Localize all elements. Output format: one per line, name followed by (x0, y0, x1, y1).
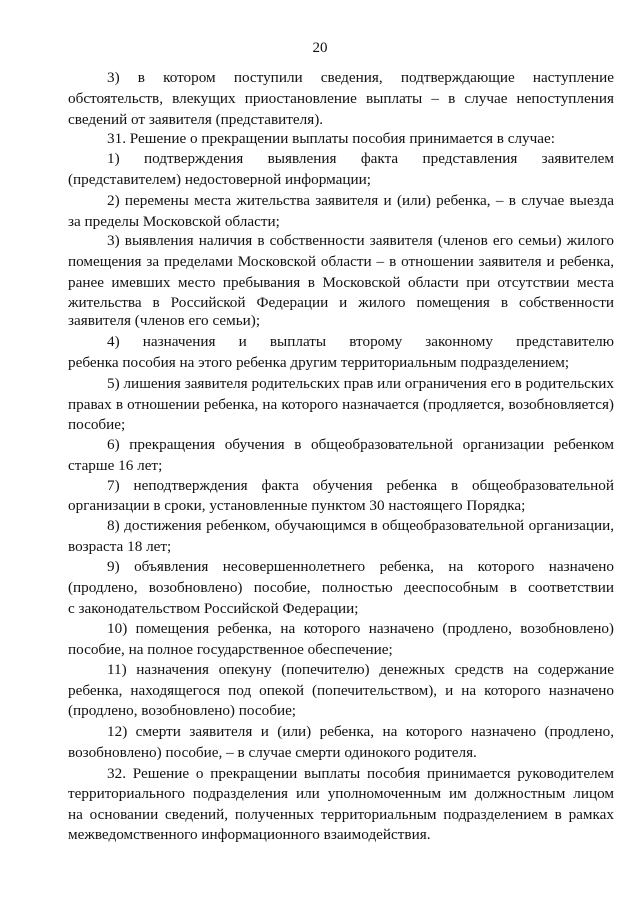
text-line: межведомственного информационного взаимодействия. (68, 826, 431, 843)
text-line: жительства в Российской Федерации и жилого помещения в собственности (68, 294, 614, 311)
text-line: организации в сроки, установленные пунктом 30 настоящего Порядка; (68, 497, 526, 514)
text-line: ребенка, находящегося под опекой (попечительством), и на которого назначено (68, 682, 614, 699)
text-line: старше 16 лет; (68, 457, 163, 474)
text-line: правах в отношении ребенка, на которого назначается (продляется, возобновляется) (68, 396, 614, 413)
text-line: 11) назначения опекуну (попечителю) денежных средств на содержание (107, 661, 614, 678)
text-line: 7) неподтверждения факта обучения ребенка в общеобразовательной (107, 477, 614, 494)
section-heading-31: 31. Решение о прекращении выплаты пособия принимается в случае: (107, 130, 555, 147)
text-line: помещения за пределами Московской области – в отношении заявителя и ребенка, (68, 253, 614, 270)
text-line: 12) смерти заявителя и (или) ребенка, на которого назначено (продлено, (107, 723, 614, 740)
text-line: пособие; (68, 416, 126, 433)
text-line: обстоятельств, влекущих приостановление выплаты – в случае непоступления (68, 90, 614, 107)
text-line: 4) назначения и выплаты второму законному представителю (107, 333, 614, 350)
text-line: на основании сведений, полученных территориальным подразделением в рамках (68, 806, 614, 823)
text-line: возраста 18 лет; (68, 538, 172, 555)
section-heading-32: 32. Решение о прекращении выплаты пособия принимается руководителем (107, 765, 614, 782)
text-line: с законодательством Российской Федерации; (68, 600, 359, 617)
text-line: сведений от заявителя (представителя). (68, 111, 324, 128)
text-line: ранее имевших место пребывания в Московской области при отсутствии места (68, 274, 614, 291)
text-line: 8) достижения ребенком, обучающимся в общеобразовательной организации, (107, 517, 614, 534)
text-line: 6) прекращения обучения в общеобразовательной организации ребенком (107, 436, 614, 453)
text-line: 10) помещения ребенка, на которого назначено (продлено, возобновлено) (107, 620, 614, 637)
text-line: (продлено, возобновлено) пособие, полностью дееспособным в соответствии (68, 579, 614, 596)
text-line: ребенка пособия на этого ребенка другим территориальным подразделением; (68, 354, 570, 371)
text-line: за пределы Московской области; (68, 213, 280, 230)
text-line: 5) лишения заявителя родительских прав или ограничения его в родительских (107, 375, 614, 392)
text-line: 1) подтверждения выявления факта представления заявителем (107, 150, 614, 167)
text-line: (продлено, возобновлено) пособие; (68, 702, 297, 719)
text-line: возобновлено) пособие, – в случае смерти одинокого родителя. (68, 744, 477, 761)
text-line: территориального подразделения или уполномоченным им должностным лицом (68, 785, 614, 802)
page-number: 20 (312, 40, 328, 56)
text-line: 2) перемены места жительства заявителя и (или) ребенка, – в случае выезда (107, 192, 614, 209)
text-line: заявителя (членов его семьи); (68, 312, 261, 329)
text-line: 9) объявления несовершеннолетнего ребенка, на которого назначено (107, 558, 614, 575)
text-line: 3) выявления наличия в собственности заявителя (членов его семьи) жилого (107, 232, 614, 249)
text-line: пособие, на полное государственное обеспечение; (68, 641, 393, 658)
text-line: 3) в котором поступили сведения, подтверждающие наступление (107, 69, 614, 86)
text-line: (представителем) недостоверной информации; (68, 171, 371, 188)
